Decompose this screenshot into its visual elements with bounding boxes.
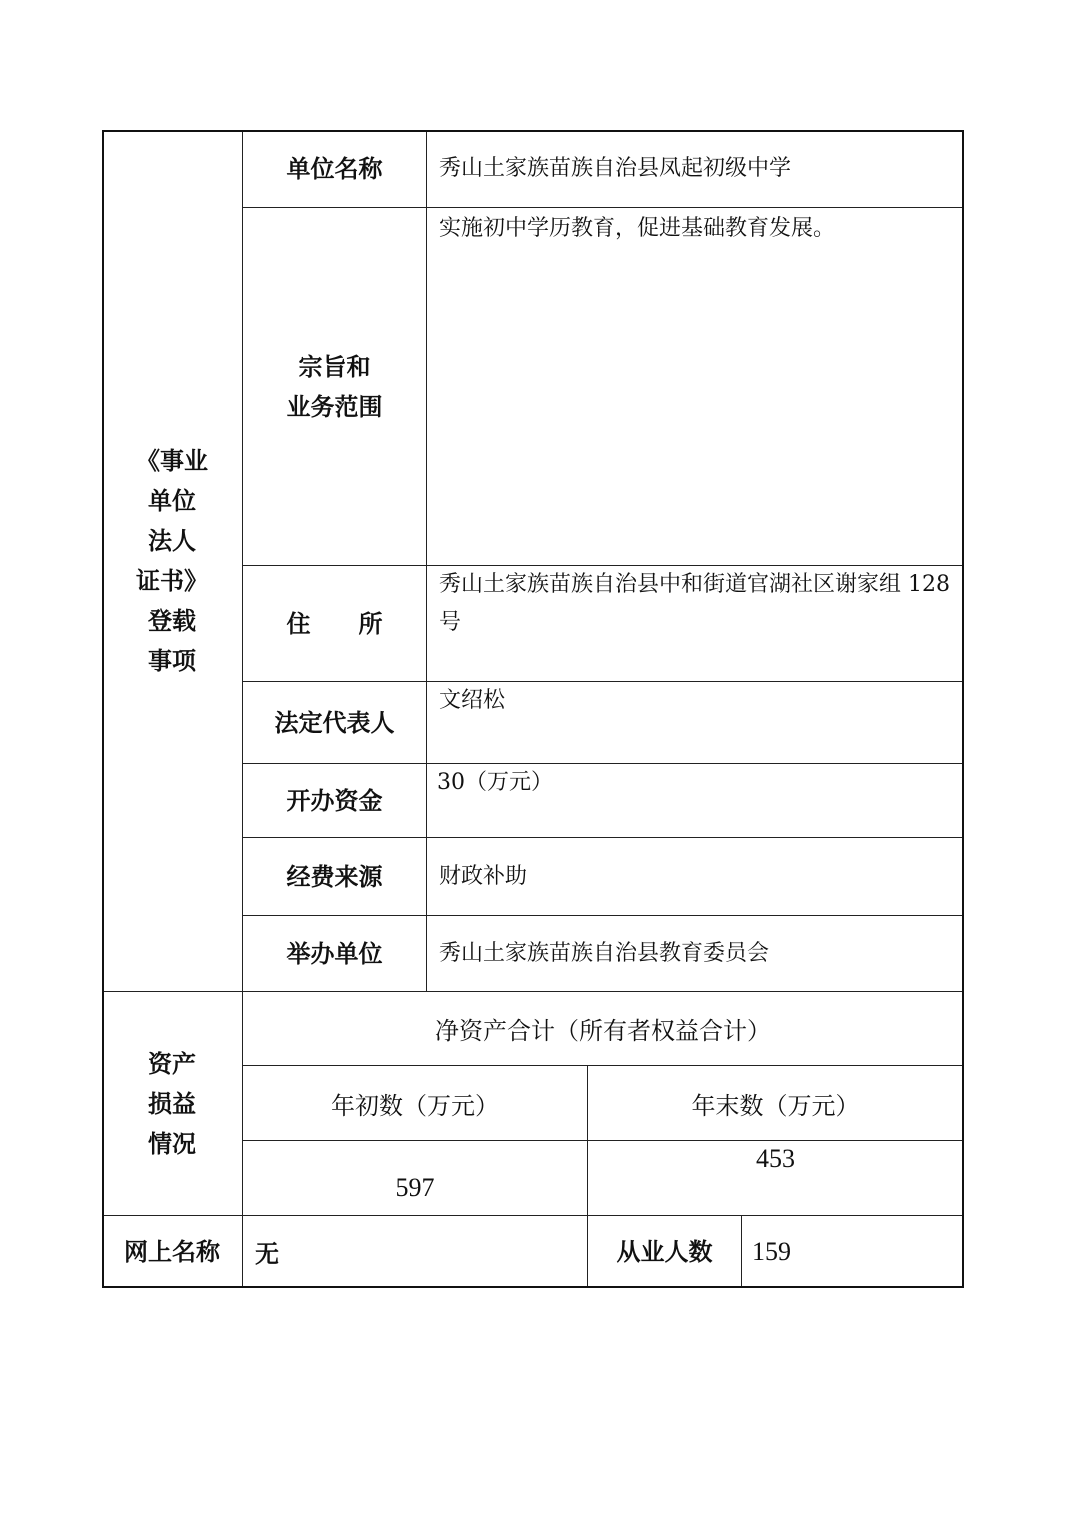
- capital-label: 开办资金: [243, 764, 427, 838]
- capital-value: 30（万元）: [427, 764, 964, 838]
- address-value: 秀山土家族苗族自治县中和街道官湖社区谢家组 128 号: [427, 566, 964, 682]
- begin-year-value: 597: [243, 1141, 588, 1216]
- address-label: 住 所: [243, 566, 427, 682]
- online-name-value: 无: [243, 1216, 588, 1288]
- end-year-value: 453: [588, 1141, 964, 1216]
- sponsor-label: 举办单位: [243, 916, 427, 992]
- begin-year-label: 年初数（万元）: [243, 1066, 588, 1141]
- funding-value: 财政补助: [427, 838, 964, 916]
- sponsor-value: 秀山土家族苗族自治县教育委员会: [427, 916, 964, 992]
- assets-section-label: 资产 损益 情况: [102, 992, 243, 1216]
- registration-section-label: 《事业 单位 法人 证书》 登载 事项: [102, 130, 243, 992]
- unit-name-value: 秀山土家族苗族自治县凤起初级中学: [427, 130, 964, 208]
- online-name-label: 网上名称: [102, 1216, 243, 1288]
- employees-value: 159: [742, 1216, 964, 1288]
- registration-table: [102, 130, 964, 1288]
- net-assets-header: 净资产合计（所有者权益合计）: [243, 992, 964, 1066]
- employees-label: 从业人数: [588, 1216, 742, 1288]
- end-year-label: 年末数（万元）: [588, 1066, 964, 1141]
- unit-name-label: 单位名称: [243, 130, 427, 208]
- funding-label: 经费来源: [243, 838, 427, 916]
- purpose-label: 宗旨和 业务范围: [243, 208, 427, 566]
- legal-rep-value: 文绍松: [427, 682, 964, 764]
- legal-rep-label: 法定代表人: [243, 682, 427, 764]
- purpose-value: 实施初中学历教育，促进基础教育发展。: [427, 208, 964, 566]
